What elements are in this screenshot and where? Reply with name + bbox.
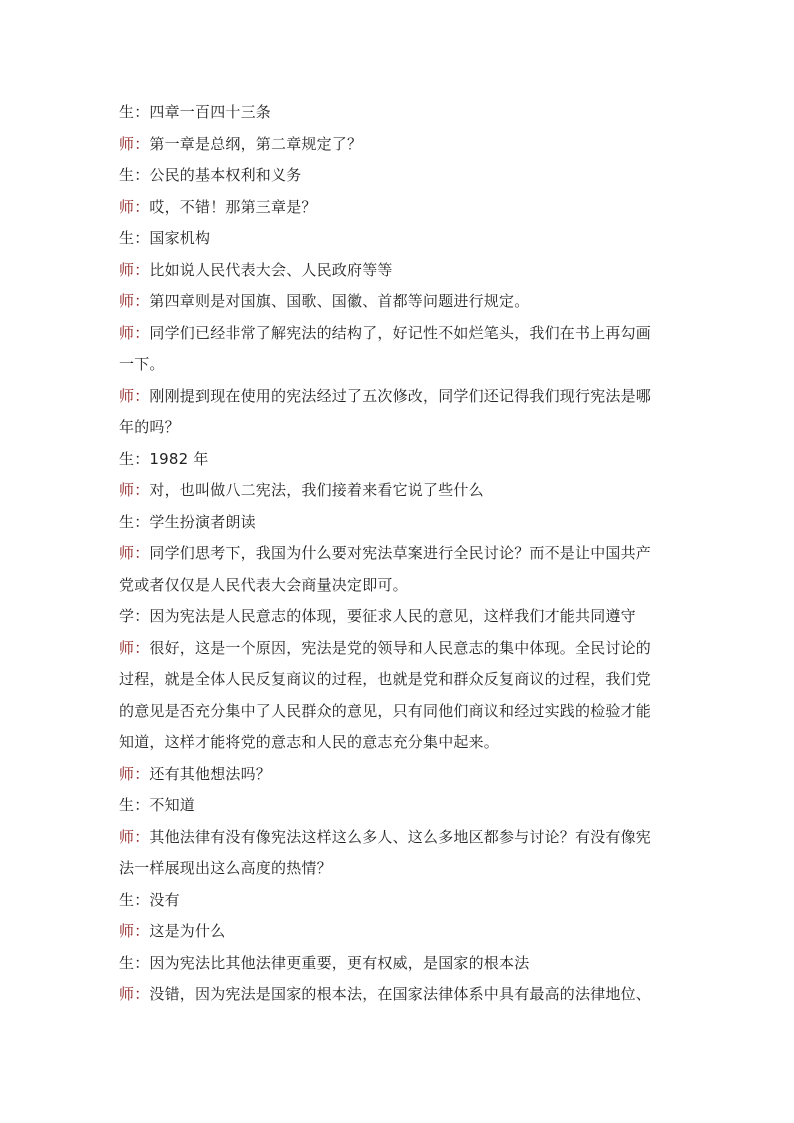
dialogue-text: 哎，不错！那第三章是？ xyxy=(149,197,317,216)
dialogue-text: 第一章是总纲，第二章规定了？ xyxy=(149,134,363,153)
dialogue-text: 因为宪法是人民意志的体现，要征求人民的意见，这样我们才能共同遵守 xyxy=(149,607,636,625)
dialogue-line xyxy=(119,255,679,287)
speaker-teacher-label: 师： xyxy=(119,764,150,783)
dialogue-text: 1982 年 xyxy=(149,449,209,468)
dialogue-line xyxy=(119,381,679,413)
speaker-student-label: 生： xyxy=(119,103,150,121)
dialogue-text: 同学们思考下，我国为什么要对宪法草案进行全民讨论？而不是让中国共产 xyxy=(149,544,652,562)
dialogue-text: 过程，就是全体人民反复商议的过程，也就是党和群众反复商议的过程，我们党 xyxy=(119,670,652,688)
dialogue-line xyxy=(119,192,679,224)
dialogue-line-continuation xyxy=(119,696,679,728)
speaker-teacher-label: 师： xyxy=(119,386,150,405)
dialogue-text: 法一样展现出这么高度的热情？ xyxy=(119,859,332,877)
dialogue-text: 其他法律有没有像宪法这样这么多人、这么多地区都参与讨论？有没有像宪 xyxy=(149,827,652,846)
dialogue-text: 刚刚提到现在使用的宪法经过了五次修改，同学们还记得我们现行宪法是哪 xyxy=(149,386,652,405)
dialogue-line xyxy=(119,916,679,948)
dialogue-line xyxy=(119,790,679,822)
dialogue-transcript xyxy=(119,97,679,1011)
dialogue-text: 没错，因为宪法是国家的根本法，在国家法律体系中具有最高的法律地位、 xyxy=(149,985,652,1003)
dialogue-line xyxy=(119,948,679,980)
dialogue-text: 国家机构 xyxy=(149,229,211,247)
dialogue-line-continuation xyxy=(119,664,679,696)
dialogue-line xyxy=(119,286,679,318)
dialogue-text: 很好，这是一个原因，宪法是党的领导和人民意志的集中体现。全民讨论的 xyxy=(149,638,652,657)
speaker-student-label: 生： xyxy=(119,890,150,909)
dialogue-line xyxy=(119,160,679,192)
dialogue-line xyxy=(119,885,679,917)
dialogue-text: 公民的基本权利和义务 xyxy=(149,166,302,184)
speaker-teacher-label: 师： xyxy=(119,985,150,1003)
speaker-teacher-label: 师： xyxy=(119,197,150,216)
dialogue-line xyxy=(119,129,679,161)
dialogue-line xyxy=(119,633,679,665)
dialogue-line xyxy=(119,601,679,633)
dialogue-line-continuation xyxy=(119,727,679,759)
dialogue-text: 因为宪法比其他法律更重要，更有权威，是国家的根本法 xyxy=(149,953,530,972)
dialogue-line xyxy=(119,475,679,507)
speaker-student-label: 生： xyxy=(119,796,150,814)
dialogue-line xyxy=(119,507,679,539)
dialogue-line xyxy=(119,97,679,129)
dialogue-line xyxy=(119,822,679,854)
dialogue-line xyxy=(119,444,679,476)
dialogue-text: 第四章则是对国旗、国歌、国徽、首都等问题进行规定。 xyxy=(149,292,530,310)
dialogue-line xyxy=(119,759,679,791)
dialogue-line-continuation xyxy=(119,570,679,602)
dialogue-text: 比如说人民代表大会、人民政府等等 xyxy=(149,260,393,279)
dialogue-text: 一下。 xyxy=(119,355,165,373)
dialogue-line-continuation xyxy=(119,412,679,444)
dialogue-text: 没有 xyxy=(149,890,180,909)
speaker-teacher-label: 师： xyxy=(119,481,150,499)
dialogue-text: 还有其他想法吗？ xyxy=(149,764,272,783)
speaker-teacher-label: 师： xyxy=(119,323,150,342)
dialogue-text: 年的吗？ xyxy=(119,418,180,436)
dialogue-line xyxy=(119,538,679,570)
dialogue-text: 对，也叫做八二宪法，我们接着来看它说了些什么 xyxy=(149,481,484,499)
dialogue-text: 同学们已经非常了解宪法的结构了，好记性不如烂笔头，我们在书上再勾画 xyxy=(149,323,652,342)
dialogue-text: 的意见是否充分集中了人民群众的意见，只有同他们商议和经过实践的检验才能 xyxy=(119,701,652,720)
speaker-student-label: 生： xyxy=(119,512,150,531)
speaker-student-label: 生： xyxy=(119,953,150,972)
dialogue-text: 党或者仅仅是人民代表大会商量决定即可。 xyxy=(119,575,408,594)
dialogue-text: 知道，这样才能将党的意志和人民的意志充分集中起来。 xyxy=(119,733,500,751)
dialogue-line xyxy=(119,223,679,255)
dialogue-text: 学生扮演者朗读 xyxy=(149,512,256,531)
dialogue-text: 四章一百四十三条 xyxy=(149,103,272,121)
speaker-teacher-label: 师： xyxy=(119,544,150,562)
dialogue-text: 这是为什么 xyxy=(149,922,226,940)
speaker-student-label: 学： xyxy=(119,607,150,625)
speaker-student-label: 生： xyxy=(119,166,150,184)
speaker-teacher-label: 师： xyxy=(119,638,150,657)
speaker-teacher-label: 师： xyxy=(119,922,150,940)
speaker-teacher-label: 师： xyxy=(119,292,150,310)
speaker-student-label: 生： xyxy=(119,449,150,468)
speaker-student-label: 生： xyxy=(119,229,150,247)
dialogue-text: 不知道 xyxy=(149,796,196,814)
speaker-teacher-label: 师： xyxy=(119,134,150,153)
speaker-teacher-label: 师： xyxy=(119,827,150,846)
dialogue-line-continuation xyxy=(119,349,679,381)
speaker-teacher-label: 师： xyxy=(119,260,150,279)
dialogue-line xyxy=(119,979,679,1011)
dialogue-line-continuation xyxy=(119,853,679,885)
dialogue-line xyxy=(119,318,679,350)
